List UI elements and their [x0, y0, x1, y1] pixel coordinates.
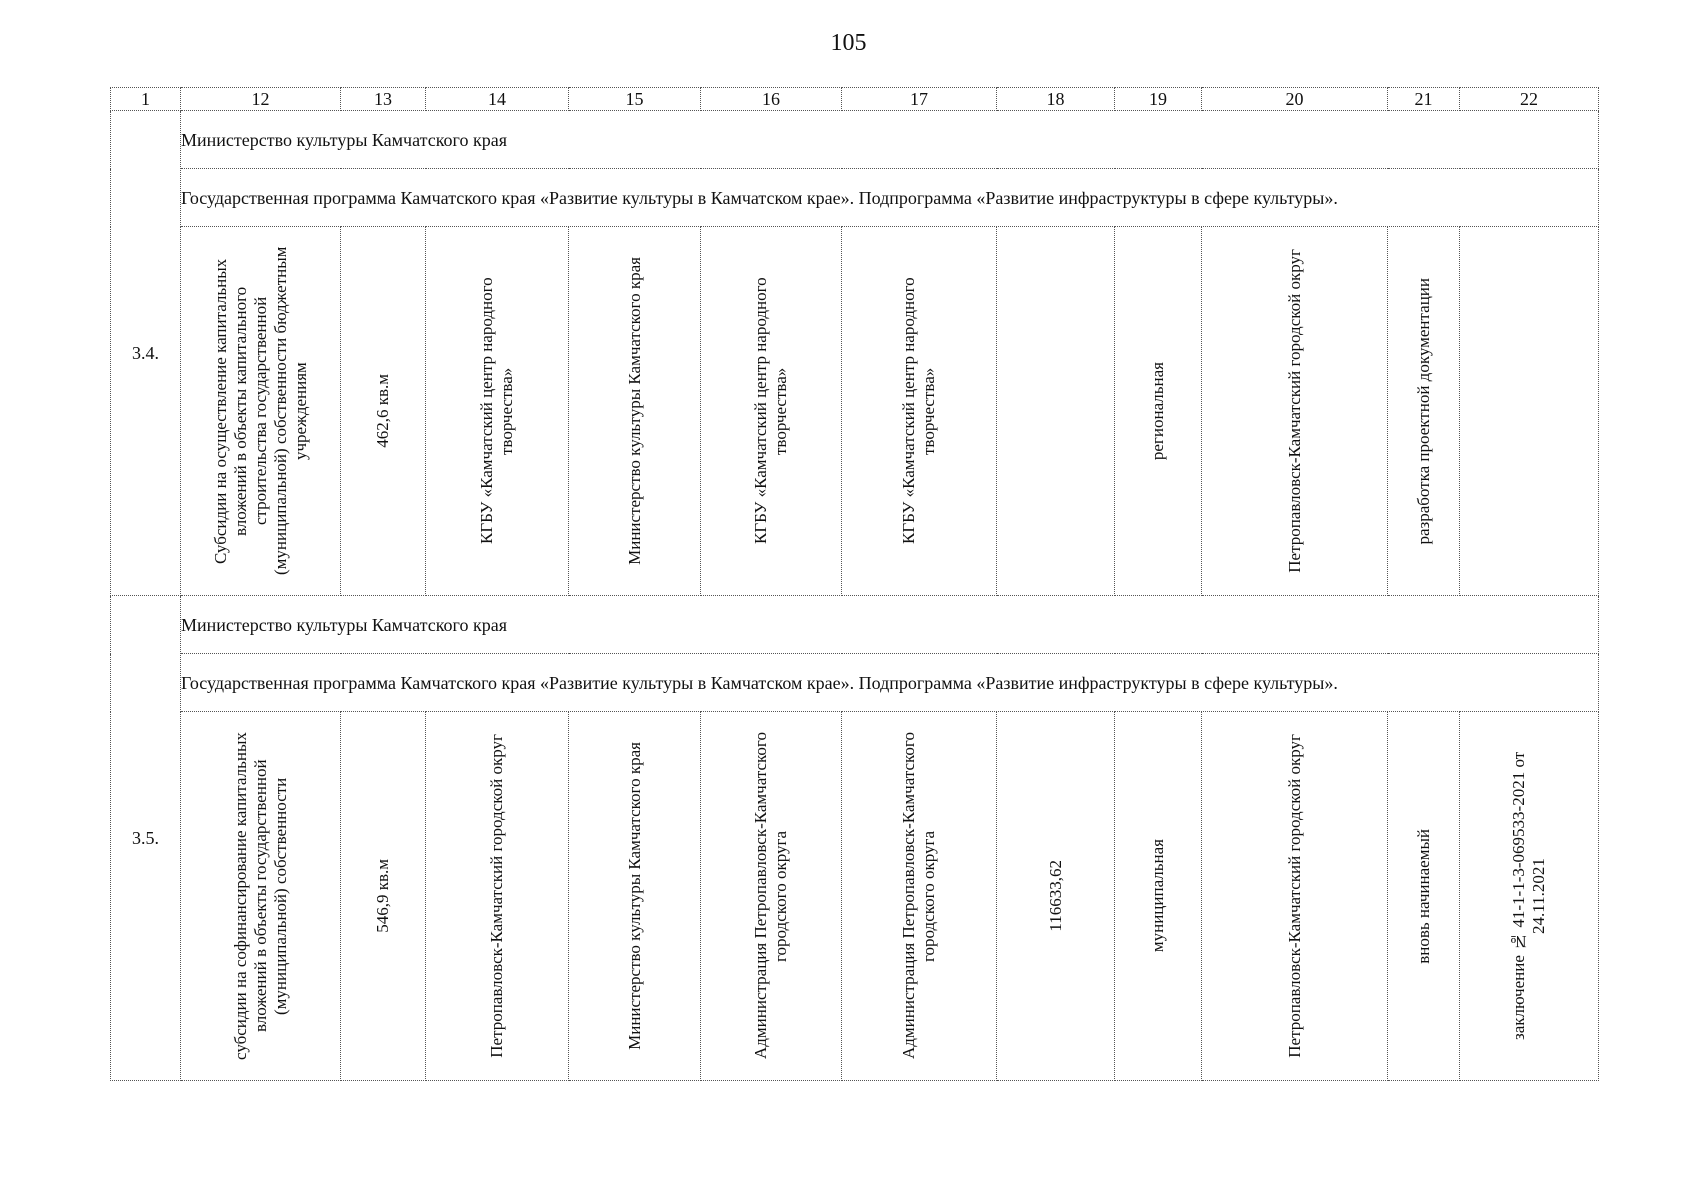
cell-text: заключение № 41-1-1-3-069533-2021 от 24.11.2021	[1509, 751, 1548, 1041]
data-table	[110, 87, 1599, 1081]
column-header: 22	[1460, 88, 1599, 111]
row-number: 3.4.	[111, 111, 181, 596]
table-cell	[1460, 227, 1599, 596]
column-header: 19	[1115, 88, 1202, 111]
table-cell	[341, 712, 426, 1081]
column-header: 15	[569, 88, 701, 111]
column-header: 13	[341, 88, 426, 111]
program-label: Государственная программа Камчатского края «Развитие культуры в Камчатском крае». Подпрограмма «Развитие инфраструктуры в сфере культуры».	[181, 654, 1599, 712]
table-cell	[1115, 712, 1202, 1081]
cell-text: разработка проектной документации	[1413, 277, 1433, 545]
table-cell	[997, 712, 1115, 1081]
table-cell	[842, 227, 997, 596]
table-cell	[997, 227, 1115, 596]
cell-text: 462,6 кв.м	[373, 374, 392, 448]
table-cell	[569, 227, 701, 596]
table-row	[111, 712, 1599, 1081]
ministry-label: Министерство культуры Камчатского края	[181, 596, 1599, 654]
ministry-label: Министерство культуры Камчатского края	[181, 111, 1599, 169]
cell-text: региональная	[1148, 361, 1167, 461]
header-row	[111, 88, 1599, 111]
table-cell	[842, 712, 997, 1081]
column-header: 1	[111, 88, 181, 111]
cell-text: КГБУ «Камчатский центр народного творчества»	[899, 277, 938, 545]
page-number: 105	[830, 30, 867, 56]
program-row	[111, 169, 1599, 227]
column-header: 18	[997, 88, 1115, 111]
table-cell	[1202, 712, 1388, 1081]
cell-text: 116633,62	[1045, 860, 1065, 932]
column-header: 20	[1202, 88, 1388, 111]
table-cell	[1388, 712, 1460, 1081]
cell-text: Петропавловск-Камчатский городской округ	[1284, 249, 1304, 573]
table-cell	[1388, 227, 1460, 596]
cell-text: вновь начинаемый	[1413, 828, 1433, 964]
table-cell	[1115, 227, 1202, 596]
column-header: 14	[426, 88, 569, 111]
column-header: 17	[842, 88, 997, 111]
row-number: 3.5.	[111, 596, 181, 1081]
table-cell	[341, 227, 426, 596]
cell-text: Петропавловск-Камчатский городской округ	[1284, 734, 1304, 1058]
cell-text: КГБУ «Камчатский центр народного творчества»	[477, 277, 516, 545]
cell-text: 546,9 кв.м	[373, 859, 392, 933]
table-cell	[701, 712, 842, 1081]
table-row	[111, 227, 1599, 596]
table-cell	[569, 712, 701, 1081]
ministry-row	[111, 111, 1599, 169]
cell-text: Администрация Петропавловск-Камчатского городского округа	[899, 732, 938, 1060]
program-row	[111, 654, 1599, 712]
ministry-row	[111, 596, 1599, 654]
column-header: 12	[181, 88, 341, 111]
cell-text: Субсидии на осуществление капитальных вложений в объекты капитального строительства государственной (муниципальной) собственности бюджетным учреждениям	[210, 246, 310, 576]
cell-text: Петропавловск-Камчатский городской округ	[487, 734, 506, 1058]
cell-text: Администрация Петропавловск-Камчатского городского округа	[751, 732, 790, 1060]
table-cell	[181, 227, 341, 596]
column-header: 16	[701, 88, 842, 111]
cell-text: Министерство культуры Камчатского края	[624, 257, 644, 565]
table-cell	[1202, 227, 1388, 596]
table-cell	[1460, 712, 1599, 1081]
cell-text: Министерство культуры Камчатского края	[624, 742, 644, 1050]
cell-text: субсидии на софинансирование капитальных вложений в объекты государственной (муниципальной) собственности	[230, 732, 290, 1060]
table-cell	[426, 712, 569, 1081]
column-header: 21	[1388, 88, 1460, 111]
cell-text: муниципальная	[1148, 839, 1167, 953]
table-cell	[426, 227, 569, 596]
cell-text: КГБУ «Камчатский центр народного творчества»	[751, 277, 790, 545]
table-cell	[181, 712, 341, 1081]
program-label: Государственная программа Камчатского края «Развитие культуры в Камчатском крае». Подпрограмма «Развитие инфраструктуры в сфере культуры».	[181, 169, 1599, 227]
table-cell	[701, 227, 842, 596]
